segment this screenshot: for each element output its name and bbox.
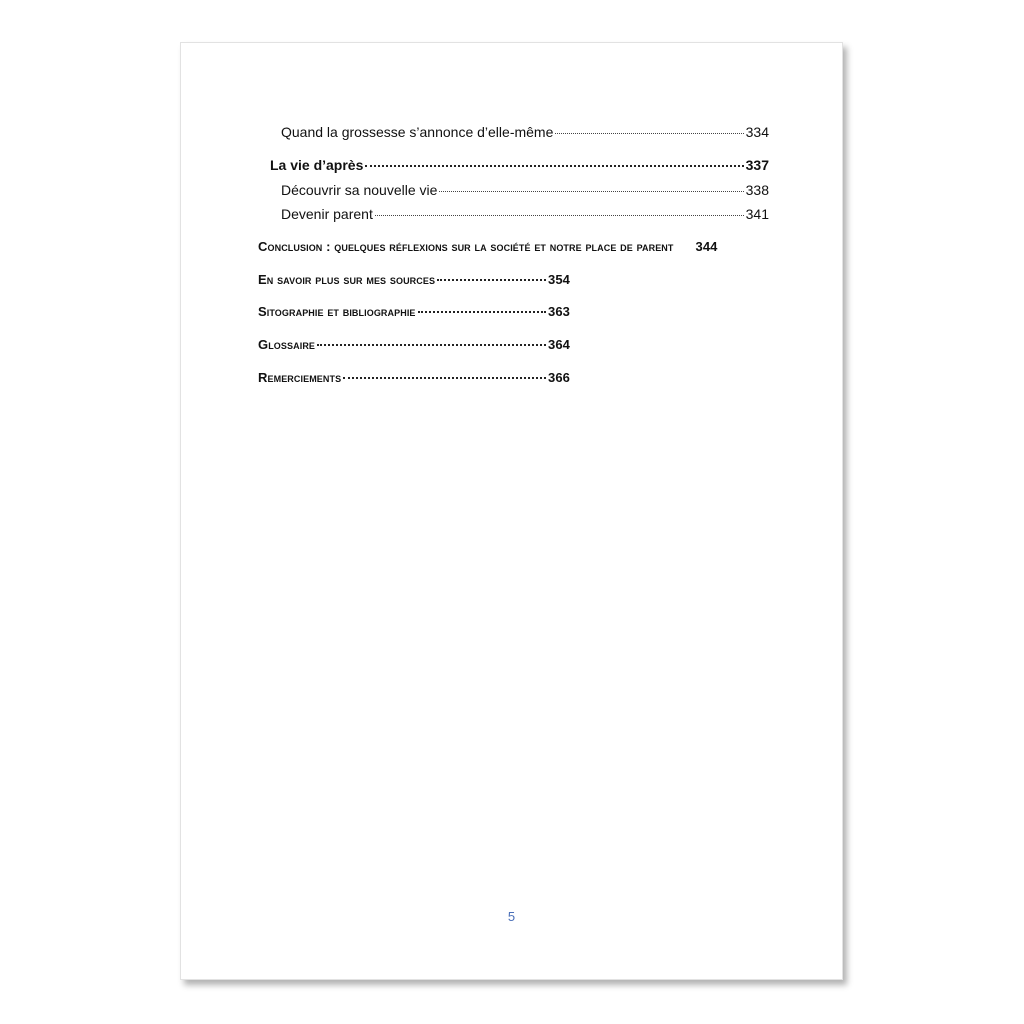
toc-entry-page: 334 — [745, 124, 769, 140]
toc-entry[interactable] — [258, 337, 570, 352]
toc-entry-page: 363 — [548, 304, 570, 319]
toc-entry[interactable] — [281, 206, 769, 222]
toc-entry-label: La vie d’après — [270, 157, 364, 173]
toc-entry-page: 364 — [548, 337, 570, 352]
toc-entry[interactable] — [258, 304, 570, 319]
dot-leader — [365, 165, 743, 167]
document-page — [180, 42, 843, 980]
dot-leader — [375, 215, 744, 216]
dot-leader — [418, 311, 546, 313]
page-number: 5 — [507, 909, 516, 924]
toc-entry[interactable] — [281, 124, 769, 140]
toc-entry-label: Quand la grossesse s’annonce d’elle-même — [281, 124, 554, 140]
toc-entry-label: En savoir plus sur mes sources — [258, 272, 436, 287]
toc-entry-page: 337 — [745, 157, 769, 173]
toc-entry[interactable] — [258, 370, 570, 385]
toc-entry[interactable] — [281, 182, 769, 198]
toc-entry[interactable] — [258, 239, 788, 254]
dot-leader — [439, 191, 743, 192]
toc-entry[interactable] — [258, 272, 570, 287]
toc-entry-label: Découvrir sa nouvelle vie — [281, 182, 438, 198]
toc-entry-label: Conclusion : quelques réflexions sur la société et notre place de parent — [258, 239, 674, 254]
toc-entry[interactable] — [270, 157, 769, 173]
toc-entry-page: 344 — [695, 239, 718, 254]
toc-entry-page: 341 — [745, 206, 769, 222]
toc-entry-page: 366 — [548, 370, 570, 385]
dot-leader — [343, 377, 546, 379]
dot-leader — [555, 133, 743, 134]
toc-entry-label: Sitographie et bibliographie — [258, 304, 416, 319]
dot-leader — [317, 344, 546, 346]
toc-entry-label: Glossaire — [258, 337, 316, 352]
dot-leader — [437, 279, 546, 281]
toc-entry-label: Remerciements — [258, 370, 342, 385]
toc-entry-label: Devenir parent — [281, 206, 373, 222]
toc-entry-page: 354 — [548, 272, 570, 287]
toc-entry-page: 338 — [745, 182, 769, 198]
